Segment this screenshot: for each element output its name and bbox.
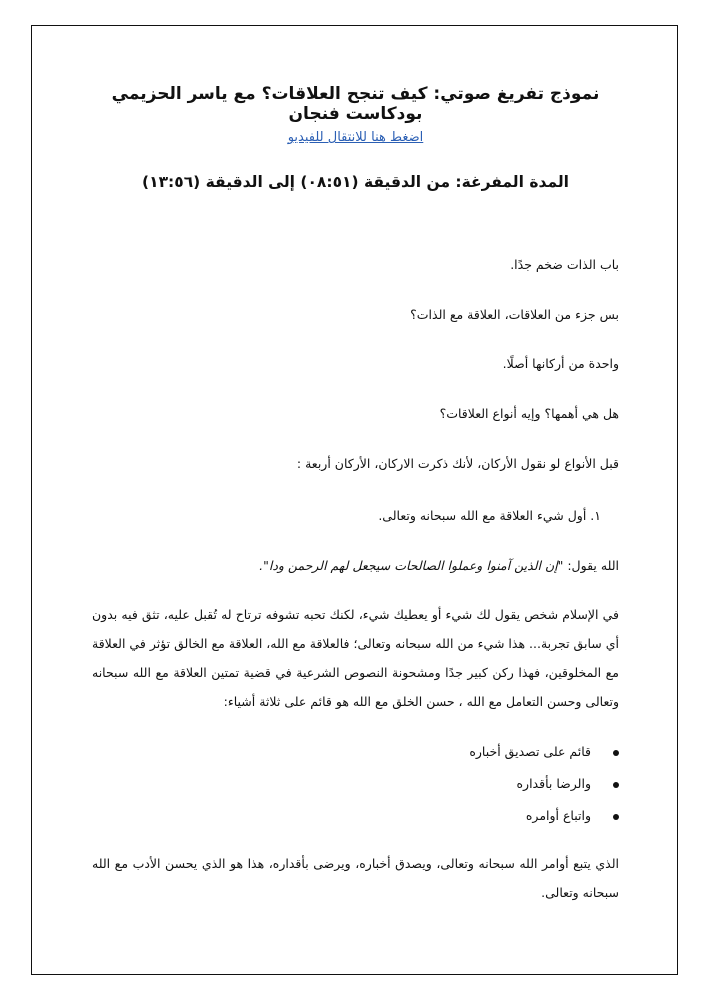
paragraph-1: باب الذات ضخم جدًا. [510, 257, 619, 272]
list-item-text: أول شيء العلاقة مع الله سبحانه وتعالى. [378, 508, 587, 523]
bullet-item [92, 808, 619, 823]
list-number: ١. [590, 508, 601, 523]
document-page [31, 25, 678, 975]
numbered-list-item [92, 508, 619, 523]
document-content [92, 26, 619, 974]
bullet-dot-icon [613, 750, 619, 756]
closing-paragraph: الذي يتبع أوامر الله سبحانه وتعالى، ويصدق أخباره، ويرضى بأقداره، هذا هو الذي يحسن الأدب مع الله سبحانه وتعالى. [92, 856, 619, 900]
quote-text: "إن الذين آمنوا وعملوا الصالحات سيجعل لهم الرحمن ودا". [259, 558, 564, 573]
bullet-dot-icon [613, 814, 619, 820]
bullet-text: واتباع أوامره [525, 808, 591, 823]
quote-prefix: الله يقول: [563, 558, 619, 573]
video-link[interactable]: اضغط هنا للانتقال للفيديو [287, 130, 424, 145]
quote-paragraph [92, 558, 619, 573]
paragraph-5: قبل الأنواع لو نقول الأركان، لأنك ذكرت الاركان، الأركان أربعة : [296, 456, 619, 471]
bullet-item [92, 776, 619, 791]
document-title: نموذج تفريغ صوتي: كيف تنجح العلاقات؟ مع ياسر الحزيمي بودكاست فنجان [111, 84, 600, 124]
transcribed-duration: المدة المفرغة: من الدقيقة (٠٨:٥١) إلى الدقيقة (١٣:٥٦) [142, 173, 569, 191]
bullet-text: والرضا بأقداره [516, 776, 591, 791]
paragraph-2: بس جزء من العلاقات، العلاقة مع الذات؟ [410, 307, 619, 322]
body-paragraph: في الإسلام شخص يقول لك شيء أو يعطيك شيء، لكنك تحبه تشوفه ترتاح له تُقبل عليه، تثق فيه بدون أي سابق تجربة... هذا شيء من الله سبحانه وتعالى؛ فالعلاقة مع الله، العلاقة مع الخالق تؤثر في العلاقة مع المخلوقين، فهذا ركن كبير جدًا ومشحونة النصوص الشرعية في قضية تمتين العلاقة مع الله سبحانه وتعالى وحسن التعامل مع الله ، حسن الخلق مع الله هو قائم على ثلاثة أشياء: [92, 607, 619, 709]
bullet-item [92, 744, 619, 759]
paragraph-4: هل هي أهمها؟ وإيه أنواع العلاقات؟ [439, 406, 619, 421]
paragraph-3: واحدة من أركانها أصلًا. [502, 356, 619, 371]
bullet-dot-icon [613, 782, 619, 788]
bullet-text: قائم على تصديق أخباره [469, 744, 591, 759]
